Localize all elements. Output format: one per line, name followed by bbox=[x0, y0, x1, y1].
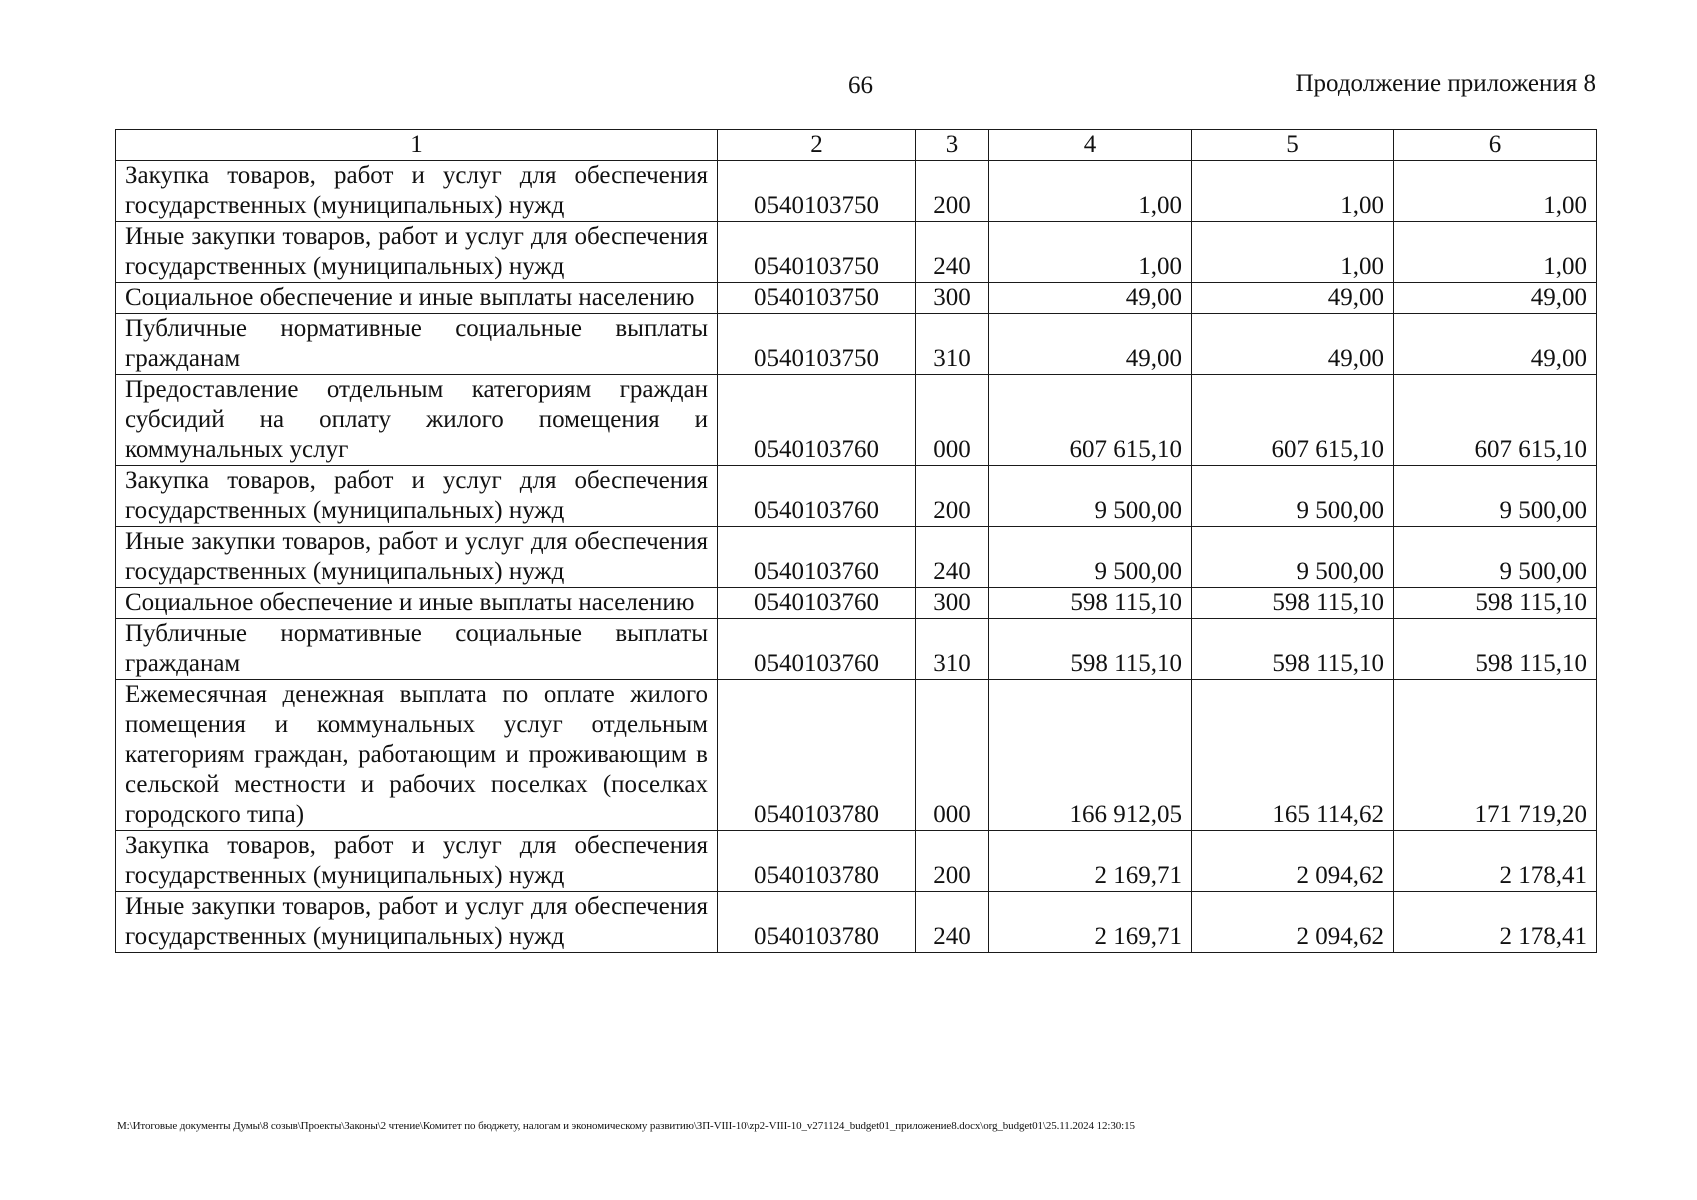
target-article-code: 0540103760 bbox=[718, 588, 916, 619]
row-description: Закупка товаров, работ и услуг для обеспечения государственных (муниципальных) нужд bbox=[116, 831, 718, 892]
amount-column-6: 9 500,00 bbox=[1394, 466, 1597, 527]
target-article-code: 0540103760 bbox=[718, 375, 916, 466]
expense-type-code: 000 bbox=[916, 375, 989, 466]
amount-column-6: 9 500,00 bbox=[1394, 527, 1597, 588]
row-description: Иные закупки товаров, работ и услуг для обеспечения государственных (муниципальных) нужд bbox=[116, 892, 718, 953]
amount-column-4: 9 500,00 bbox=[989, 527, 1192, 588]
amount-column-6: 49,00 bbox=[1394, 314, 1597, 375]
row-description: Закупка товаров, работ и услуг для обеспечения государственных (муниципальных) нужд bbox=[116, 161, 718, 222]
amount-column-5: 165 114,62 bbox=[1192, 680, 1394, 831]
column-number: 1 bbox=[116, 130, 718, 161]
column-number: 6 bbox=[1394, 130, 1597, 161]
amount-column-5: 2 094,62 bbox=[1192, 831, 1394, 892]
table-row bbox=[116, 527, 1597, 588]
expense-type-code: 300 bbox=[916, 283, 989, 314]
amount-column-5: 607 615,10 bbox=[1192, 375, 1394, 466]
amount-column-5: 598 115,10 bbox=[1192, 619, 1394, 680]
page-number: 66 bbox=[848, 72, 873, 99]
continuation-title: Продолжение приложения 8 bbox=[1295, 70, 1596, 97]
amount-column-4: 598 115,10 bbox=[989, 588, 1192, 619]
target-article-code: 0540103760 bbox=[718, 619, 916, 680]
target-article-code: 0540103780 bbox=[718, 892, 916, 953]
amount-column-5: 49,00 bbox=[1192, 283, 1394, 314]
table-row bbox=[116, 588, 1597, 619]
table-row bbox=[116, 831, 1597, 892]
file-path-footer: M:\Итоговые документы Думы\8 созыв\Проекты\Законы\2 чтение\Комитет по бюджету, налогам и экономическому развитию\ЗП-VIII-10\zp2-VIII-10_v271124_budget01_приложение8.docx\org_budget01\25.11.2024 12:30:15 bbox=[117, 1120, 1135, 1132]
row-description: Иные закупки товаров, работ и услуг для обеспечения государственных (муниципальных) нужд bbox=[116, 222, 718, 283]
expense-type-code: 300 bbox=[916, 588, 989, 619]
amount-column-6: 49,00 bbox=[1394, 283, 1597, 314]
table-row bbox=[116, 283, 1597, 314]
row-description: Иные закупки товаров, работ и услуг для обеспечения государственных (муниципальных) нужд bbox=[116, 527, 718, 588]
column-number: 3 bbox=[916, 130, 989, 161]
column-number: 2 bbox=[718, 130, 916, 161]
amount-column-6: 171 719,20 bbox=[1394, 680, 1597, 831]
table-row bbox=[116, 619, 1597, 680]
amount-column-5: 9 500,00 bbox=[1192, 527, 1394, 588]
target-article-code: 0540103780 bbox=[718, 680, 916, 831]
amount-column-4: 49,00 bbox=[989, 314, 1192, 375]
amount-column-6: 598 115,10 bbox=[1394, 588, 1597, 619]
table-row bbox=[116, 161, 1597, 222]
table-row bbox=[116, 466, 1597, 527]
target-article-code: 0540103760 bbox=[718, 527, 916, 588]
expense-type-code: 200 bbox=[916, 161, 989, 222]
amount-column-4: 2 169,71 bbox=[989, 831, 1192, 892]
expense-type-code: 200 bbox=[916, 831, 989, 892]
row-description: Закупка товаров, работ и услуг для обеспечения государственных (муниципальных) нужд bbox=[116, 466, 718, 527]
target-article-code: 0540103750 bbox=[718, 161, 916, 222]
expense-type-code: 310 bbox=[916, 619, 989, 680]
amount-column-5: 598 115,10 bbox=[1192, 588, 1394, 619]
table-row bbox=[116, 680, 1597, 831]
amount-column-4: 166 912,05 bbox=[989, 680, 1192, 831]
row-description: Ежемесячная денежная выплата по оплате жилого помещения и коммунальных услуг отдельным категориям граждан, работающим и проживающим в сельской местности и рабочих поселках (поселках городского типа) bbox=[116, 680, 718, 831]
amount-column-4: 2 169,71 bbox=[989, 892, 1192, 953]
row-description: Социальное обеспечение и иные выплаты населению bbox=[116, 283, 718, 314]
row-description: Социальное обеспечение и иные выплаты населению bbox=[116, 588, 718, 619]
column-number: 4 bbox=[989, 130, 1192, 161]
expense-type-code: 240 bbox=[916, 527, 989, 588]
expense-type-code: 000 bbox=[916, 680, 989, 831]
expense-type-code: 200 bbox=[916, 466, 989, 527]
amount-column-6: 1,00 bbox=[1394, 161, 1597, 222]
amount-column-4: 1,00 bbox=[989, 161, 1192, 222]
amount-column-5: 1,00 bbox=[1192, 222, 1394, 283]
amount-column-4: 1,00 bbox=[989, 222, 1192, 283]
target-article-code: 0540103750 bbox=[718, 283, 916, 314]
amount-column-6: 2 178,41 bbox=[1394, 831, 1597, 892]
table-row bbox=[116, 892, 1597, 953]
row-description: Публичные нормативные социальные выплаты гражданам bbox=[116, 314, 718, 375]
table-row bbox=[116, 222, 1597, 283]
expense-type-code: 240 bbox=[916, 892, 989, 953]
amount-column-6: 2 178,41 bbox=[1394, 892, 1597, 953]
target-article-code: 0540103750 bbox=[718, 222, 916, 283]
column-number-row bbox=[116, 130, 1597, 161]
amount-column-6: 1,00 bbox=[1394, 222, 1597, 283]
row-description: Публичные нормативные социальные выплаты гражданам bbox=[116, 619, 718, 680]
row-description: Предоставление отдельным категориям граждан субсидий на оплату жилого помещения и коммунальных услуг bbox=[116, 375, 718, 466]
table-row bbox=[116, 375, 1597, 466]
budget-table bbox=[115, 129, 1597, 953]
amount-column-4: 598 115,10 bbox=[989, 619, 1192, 680]
amount-column-6: 607 615,10 bbox=[1394, 375, 1597, 466]
table-row bbox=[116, 314, 1597, 375]
expense-type-code: 310 bbox=[916, 314, 989, 375]
column-number: 5 bbox=[1192, 130, 1394, 161]
amount-column-6: 598 115,10 bbox=[1394, 619, 1597, 680]
target-article-code: 0540103760 bbox=[718, 466, 916, 527]
expense-type-code: 240 bbox=[916, 222, 989, 283]
amount-column-5: 9 500,00 bbox=[1192, 466, 1394, 527]
amount-column-5: 2 094,62 bbox=[1192, 892, 1394, 953]
amount-column-4: 49,00 bbox=[989, 283, 1192, 314]
amount-column-5: 49,00 bbox=[1192, 314, 1394, 375]
amount-column-4: 9 500,00 bbox=[989, 466, 1192, 527]
target-article-code: 0540103750 bbox=[718, 314, 916, 375]
amount-column-5: 1,00 bbox=[1192, 161, 1394, 222]
amount-column-4: 607 615,10 bbox=[989, 375, 1192, 466]
target-article-code: 0540103780 bbox=[718, 831, 916, 892]
